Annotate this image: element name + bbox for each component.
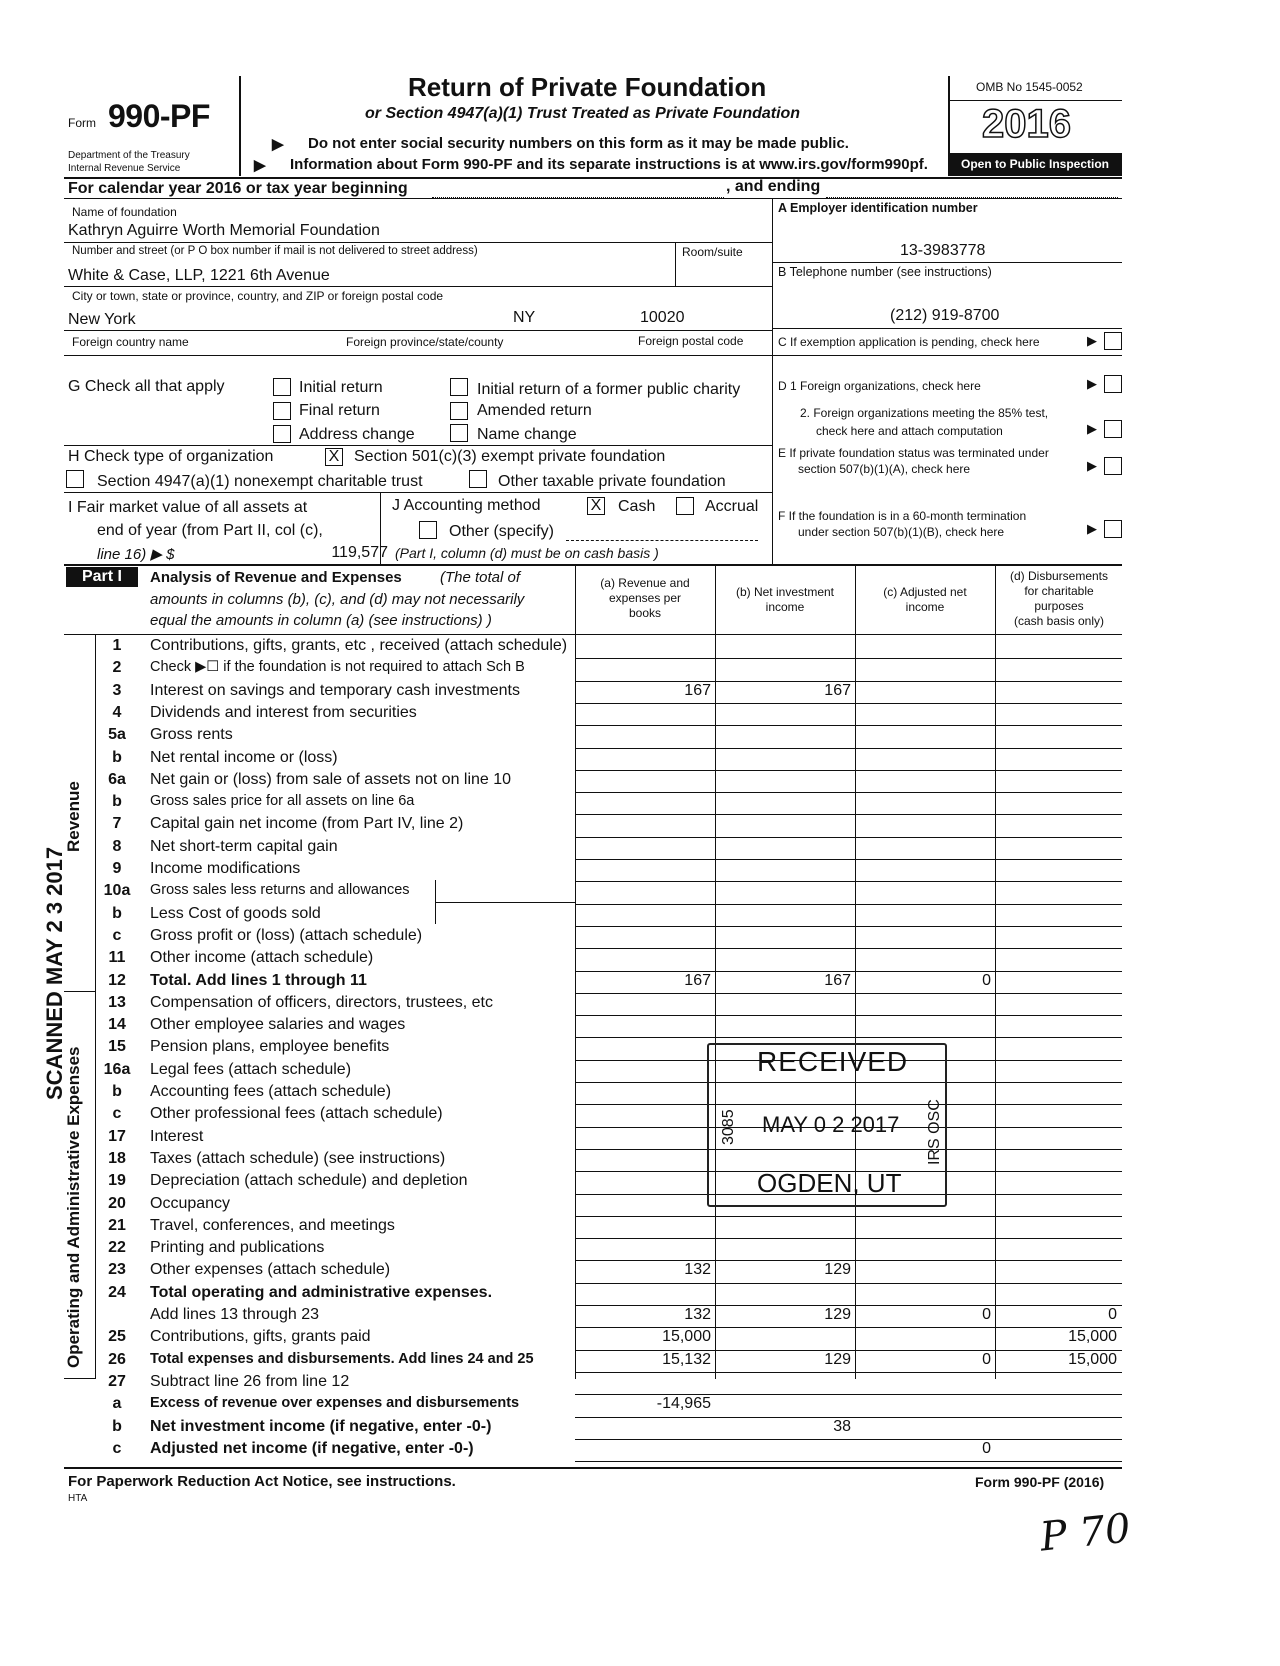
- row-rule: [575, 837, 1122, 838]
- zip[interactable]: 10020: [640, 309, 685, 326]
- name-change-label: Name change: [477, 426, 577, 443]
- public-inspection-badge: Open to Public Inspection: [948, 153, 1122, 176]
- part1-title: Analysis of Revenue and Expenses: [150, 569, 402, 586]
- other-method-checkbox[interactable]: [419, 521, 437, 539]
- col-a-header: [577, 576, 713, 621]
- amended-return-checkbox[interactable]: [450, 402, 468, 420]
- cell-col-d[interactable]: 15,000: [1068, 1328, 1117, 1346]
- row-number: 11: [108, 949, 126, 967]
- calendar-line: For calendar year 2016 or tax year beginning: [68, 180, 408, 197]
- row-number: b: [112, 793, 122, 811]
- row-label: Accounting fees (attach schedule): [150, 1083, 392, 1100]
- final-return-checkbox[interactable]: [273, 402, 291, 420]
- form-subtitle: or Section 4947(a)(1) Trust Treated as Private Foundation: [365, 105, 801, 122]
- cell-col-b[interactable]: 38: [833, 1417, 851, 1435]
- row-label: Total. Add lines 1 through 11: [150, 971, 367, 989]
- row-rule: [575, 948, 1122, 949]
- row-label: Gross profit or (loss) (attach schedule): [150, 926, 423, 944]
- row-rule: [575, 770, 1122, 771]
- address-change-label: Address change: [299, 426, 415, 443]
- row-number: 6a: [108, 770, 126, 788]
- notice-1: Do not enter social security numbers on this form as it may be made public.: [308, 135, 849, 152]
- handwritten-page-mark: P 70: [1037, 1505, 1133, 1561]
- c-arrow-icon: ▶: [1087, 333, 1097, 348]
- row-label: Compensation of officers, directors, trustees, etc: [150, 993, 493, 1011]
- f-label-1: F If the foundation is in a 60-month termination: [778, 509, 1027, 523]
- amended-return-label: Amended return: [477, 402, 592, 419]
- row-label: Dividends and interest from securities: [150, 703, 417, 721]
- cash-label: Cash: [618, 498, 656, 515]
- row-label: Net short-term capital gain: [150, 837, 338, 855]
- row-number: a: [112, 1395, 122, 1413]
- row-rule: [575, 1283, 1122, 1284]
- form-number: 990-PF: [108, 98, 210, 134]
- row-number: 24: [108, 1283, 126, 1301]
- stamp-city: OGDEN, UT: [757, 1168, 902, 1198]
- row-label: Travel, conferences, and meetings: [150, 1216, 395, 1234]
- g-label: G Check all that apply: [68, 378, 225, 395]
- d2-label-2: check here and attach computation: [816, 424, 1003, 438]
- h-501c3-checkbox[interactable]: X: [325, 448, 343, 466]
- row-rule: [575, 1238, 1122, 1239]
- f-arrow-icon: ▶: [1087, 521, 1097, 536]
- col-a-line-2: expenses per: [608, 591, 682, 605]
- col-d-header: [997, 569, 1121, 629]
- h-4947-checkbox[interactable]: [66, 470, 84, 488]
- e-label-1: E If private foundation status was terminated under: [778, 446, 1049, 460]
- initial-former-label: Initial return of a former public charity: [477, 381, 741, 398]
- row-label: Subtract line 26 from line 12: [150, 1372, 350, 1390]
- e-checkbox[interactable]: [1104, 457, 1122, 475]
- row-label: Total operating and administrative expenses.: [150, 1283, 493, 1301]
- row-label: Check ▶☐ if the foundation is not required to attach Sch B: [150, 659, 525, 676]
- cell-col-b[interactable]: 167: [824, 971, 851, 989]
- row-label: Capital gain net income (from Part IV, line 2): [150, 815, 464, 833]
- city-label: City or town, state or province, country, and ZIP or foreign postal code: [72, 289, 444, 303]
- accrual-checkbox[interactable]: [676, 497, 694, 515]
- row-label: Interest on savings and temporary cash investments: [150, 681, 520, 699]
- phone-label: B Telephone number (see instructions): [778, 265, 992, 279]
- omb-number: OMB No 1545-0052: [976, 80, 1083, 94]
- row-number: c: [112, 1439, 122, 1457]
- name-change-checkbox[interactable]: [450, 424, 468, 442]
- tax-year: 2016: [982, 102, 1071, 146]
- row-number: 8: [112, 837, 122, 855]
- h-other-checkbox[interactable]: [469, 470, 487, 488]
- row-number: 14: [108, 1016, 126, 1034]
- part1-desc-1: (The total of: [440, 569, 521, 586]
- row-rule: [575, 748, 1122, 749]
- e-label-2: section 507(b)(1)(A), check here: [798, 462, 971, 476]
- d1-arrow-icon: ▶: [1087, 376, 1097, 391]
- row-number: 18: [108, 1149, 126, 1167]
- e-arrow-icon: ▶: [1087, 458, 1097, 473]
- row-rule: [575, 926, 1122, 927]
- row-label: Contributions, gifts, grants, etc , received (attach schedule): [150, 637, 568, 654]
- row-label: Occupancy: [150, 1194, 231, 1212]
- row-label: Taxes (attach schedule) (see instructions): [150, 1149, 446, 1167]
- cell-col-b[interactable]: 129: [824, 1261, 851, 1279]
- stamp-received: RECEIVED: [757, 1046, 909, 1077]
- stamp-code-right: IRS OSC: [926, 1099, 943, 1165]
- room-label: Room/suite: [682, 245, 743, 259]
- street-label: Number and street (or P O box number if mail is not delivered to street address): [72, 245, 478, 257]
- row-number: 16a: [103, 1060, 131, 1078]
- f-label-2: under section 507(b)(1)(B), check here: [798, 525, 1005, 539]
- row-label: Interest: [150, 1127, 204, 1145]
- part1-badge: Part I: [66, 567, 138, 587]
- row-number: 27: [108, 1372, 126, 1390]
- d2-arrow-icon: ▶: [1087, 421, 1097, 436]
- row-number: c: [112, 926, 122, 944]
- form-title: Return of Private Foundation: [408, 72, 767, 102]
- revenue-side-label: Revenue: [64, 781, 83, 852]
- row-label: Net rental income or (loss): [150, 748, 338, 766]
- row-label: Add lines 13 through 23: [150, 1306, 320, 1323]
- row-rule: [575, 1439, 1122, 1440]
- cell-col-a[interactable]: 15,000: [662, 1328, 711, 1346]
- cell-col-c[interactable]: 0: [982, 1306, 991, 1323]
- d1-label: D 1 Foreign organizations, check here: [778, 379, 981, 393]
- row-rule: [575, 1216, 1122, 1217]
- row-number: 9: [112, 860, 122, 877]
- stamp-date: MAY 0 2 2017: [762, 1112, 900, 1137]
- c-label: C If exemption application is pending, check here: [778, 335, 1040, 349]
- row-label: Gross sales price for all assets on line 6a: [150, 793, 415, 810]
- row-number: 3: [112, 681, 122, 699]
- initial-return-checkbox[interactable]: [273, 378, 291, 396]
- cash-checkbox[interactable]: X: [587, 497, 605, 515]
- row-label: Gross rents: [150, 726, 233, 744]
- paperwork-notice: For Paperwork Reduction Act Notice, see instructions.: [68, 1473, 456, 1490]
- dept-line-2: Internal Revenue Service: [68, 163, 181, 174]
- col-c-line-1: (c) Adjusted net: [883, 585, 967, 599]
- i-line-2: end of year (from Part II, col (c),: [97, 522, 323, 539]
- foundation-name[interactable]: Kathryn Aguirre Worth Memorial Foundation: [68, 222, 380, 239]
- cell-col-a[interactable]: 15,132: [662, 1350, 711, 1368]
- row-number: 22: [108, 1239, 126, 1257]
- row-number: 23: [108, 1261, 126, 1279]
- row-number: 17: [108, 1127, 126, 1145]
- row-label: Pension plans, employee benefits: [150, 1038, 390, 1056]
- row-label: Excess of revenue over expenses and disbursements: [150, 1395, 520, 1412]
- notice-2-arrow-icon: ▶: [254, 157, 266, 174]
- dept-line-1: Department of the Treasury: [68, 150, 190, 161]
- address-change-checkbox[interactable]: [273, 425, 291, 443]
- c-checkbox[interactable]: [1104, 332, 1122, 350]
- row-number: 21: [108, 1216, 126, 1234]
- cell-col-b[interactable]: 129: [824, 1306, 851, 1323]
- row-label: Other employee salaries and wages: [150, 1016, 406, 1034]
- notice-2: Information about Form 990-PF and its separate instructions is at www.irs.gov/form990pf.: [290, 156, 928, 173]
- state[interactable]: NY: [513, 309, 536, 326]
- other-method-label: Other (specify): [449, 523, 554, 540]
- city[interactable]: New York: [68, 311, 136, 328]
- name-label: Name of foundation: [72, 205, 177, 219]
- row-label: Printing and publications: [150, 1239, 325, 1257]
- form-word: Form: [68, 116, 96, 130]
- row-label: Net investment income (if negative, enter -0-): [150, 1417, 492, 1435]
- col-d-line-2: for charitable: [1024, 584, 1094, 598]
- j-label: J Accounting method: [392, 497, 541, 514]
- row-number: 7: [112, 815, 122, 833]
- row-rule: [575, 1372, 1122, 1373]
- i-line-1: I Fair market value of all assets at: [68, 499, 308, 516]
- row-number: 12: [108, 971, 126, 989]
- row-number: 4: [112, 703, 122, 721]
- d2-checkbox[interactable]: [1104, 420, 1122, 438]
- row-number: c: [112, 1105, 122, 1123]
- col-c-line-2: income: [905, 600, 945, 614]
- and-ending: , and ending: [726, 178, 821, 195]
- row-label: Income modifications: [150, 860, 301, 877]
- col-d-line-1: (d) Disbursements: [1009, 569, 1109, 583]
- phone[interactable]: (212) 919-8700: [890, 307, 1000, 324]
- col-b-line-2: income: [765, 600, 805, 614]
- row-label: Depreciation (attach schedule) and depletion: [150, 1172, 468, 1190]
- foreign-country-label: Foreign country name: [72, 335, 189, 349]
- col-d-line-3: purposes: [1034, 599, 1084, 613]
- row-rule: [575, 1015, 1122, 1016]
- part1-desc-2: amounts in columns (b), (c), and (d) may not necessarily: [150, 591, 525, 608]
- row-label: Other expenses (attach schedule): [150, 1261, 391, 1279]
- row-number: 13: [108, 993, 126, 1011]
- cell-col-a[interactable]: 132: [684, 1261, 711, 1279]
- row-rule: [575, 1037, 1122, 1038]
- cell-col-d[interactable]: 15,000: [1068, 1350, 1117, 1368]
- d1-checkbox[interactable]: [1104, 375, 1122, 393]
- scanned-stamp: SCANNED MAY 2 3 2017: [42, 846, 67, 1100]
- row-label: Adjusted net income (if negative, enter -0-): [150, 1439, 474, 1457]
- initial-return-label: Initial return: [299, 379, 383, 396]
- notice-1-arrow-icon: ▶: [272, 136, 284, 153]
- cell-col-b[interactable]: 129: [824, 1350, 851, 1368]
- row-number: 15: [108, 1038, 126, 1056]
- cell-col-a[interactable]: 167: [684, 971, 711, 989]
- col-b-line-1: (b) Net investment: [735, 585, 835, 599]
- street-address[interactable]: White & Case, LLP, 1221 6th Avenue: [68, 267, 330, 284]
- row-rule: [575, 1461, 1122, 1462]
- hta: HTA: [68, 1493, 88, 1504]
- d2-label-1: 2. Foreign organizations meeting the 85% test,: [800, 406, 1049, 420]
- row-rule: [575, 703, 1122, 704]
- row-number: b: [112, 1417, 122, 1435]
- row-number: 5a: [108, 726, 126, 744]
- foreign-province-label: Foreign province/state/county: [346, 335, 504, 349]
- f-checkbox[interactable]: [1104, 520, 1122, 538]
- row-label: Legal fees (attach schedule): [150, 1060, 352, 1078]
- row-label: Net gain or (loss) from sale of assets not on line 10: [150, 770, 512, 788]
- part1-desc-3: equal the amounts in column (a) (see instructions) ): [150, 612, 492, 629]
- h-other-label: Other taxable private foundation: [498, 473, 726, 490]
- col-a-line-1: (a) Revenue and: [600, 576, 690, 590]
- form-reference: Form 990-PF (2016): [975, 1474, 1105, 1490]
- cell-col-d[interactable]: 0: [1108, 1306, 1117, 1323]
- row-rule: [575, 792, 1122, 793]
- i-line-3: line 16) ▶ $: [97, 546, 175, 563]
- cell-col-a[interactable]: -14,965: [656, 1395, 711, 1413]
- col-b-header: [717, 585, 853, 615]
- j-note: (Part I, column (d) must be on cash basis ): [395, 545, 659, 561]
- fair-market-value[interactable]: 119,577: [331, 544, 388, 561]
- cell-col-a[interactable]: 132: [684, 1306, 711, 1323]
- row-number: b: [112, 748, 122, 766]
- row-number: 2: [112, 659, 122, 677]
- row-label: Less Cost of goods sold: [150, 904, 321, 922]
- foreign-postal-label: Foreign postal code: [638, 334, 744, 348]
- cell-col-c[interactable]: 0: [982, 1439, 991, 1457]
- initial-former-checkbox[interactable]: [450, 378, 468, 396]
- row-label: Other professional fees (attach schedule): [150, 1105, 443, 1123]
- row-number: 26: [108, 1350, 126, 1368]
- row-rule: [575, 814, 1122, 815]
- row-rule: [575, 904, 1122, 905]
- stamp-code-left: 3085: [720, 1109, 737, 1145]
- accrual-label: Accrual: [705, 498, 759, 515]
- final-return-label: Final return: [299, 402, 380, 419]
- row-label: Contributions, gifts, grants paid: [150, 1328, 371, 1346]
- row-number: 25: [108, 1328, 126, 1346]
- h-501c3-label: Section 501(c)(3) exempt private foundation: [354, 448, 666, 465]
- cell-col-c[interactable]: 0: [982, 971, 991, 989]
- row-number: b: [112, 1083, 122, 1100]
- col-c-header: [857, 585, 993, 615]
- row-number: 20: [108, 1194, 126, 1212]
- ein[interactable]: 13-3983778: [900, 242, 986, 259]
- row-rule: [575, 881, 1122, 882]
- row-number: 19: [108, 1172, 126, 1190]
- row-number: 10a: [103, 882, 131, 900]
- row-number: b: [112, 904, 122, 922]
- row-label: Other income (attach schedule): [150, 949, 374, 967]
- row-number: 1: [112, 637, 122, 654]
- row-rule: [575, 859, 1122, 860]
- h-4947-label: Section 4947(a)(1) nonexempt charitable trust: [97, 473, 423, 490]
- row-rule: [575, 725, 1122, 726]
- h-label: H Check type of organization: [68, 448, 274, 465]
- row-rule: [575, 993, 1122, 994]
- col-d-line-4: (cash basis only): [1013, 614, 1105, 628]
- ein-label: A Employer identification number: [778, 201, 978, 215]
- cell-col-a[interactable]: 167: [684, 681, 711, 699]
- cell-col-c[interactable]: 0: [982, 1350, 991, 1368]
- col-a-line-3: books: [628, 606, 662, 620]
- row-rule: [575, 658, 1122, 659]
- cell-col-b[interactable]: 167: [824, 681, 851, 699]
- expenses-side-label: Operating and Administrative Expenses: [64, 1046, 83, 1368]
- row-label: Total expenses and disbursements. Add lines 24 and 25: [150, 1350, 534, 1367]
- row-label: Gross sales less returns and allowances: [150, 882, 410, 899]
